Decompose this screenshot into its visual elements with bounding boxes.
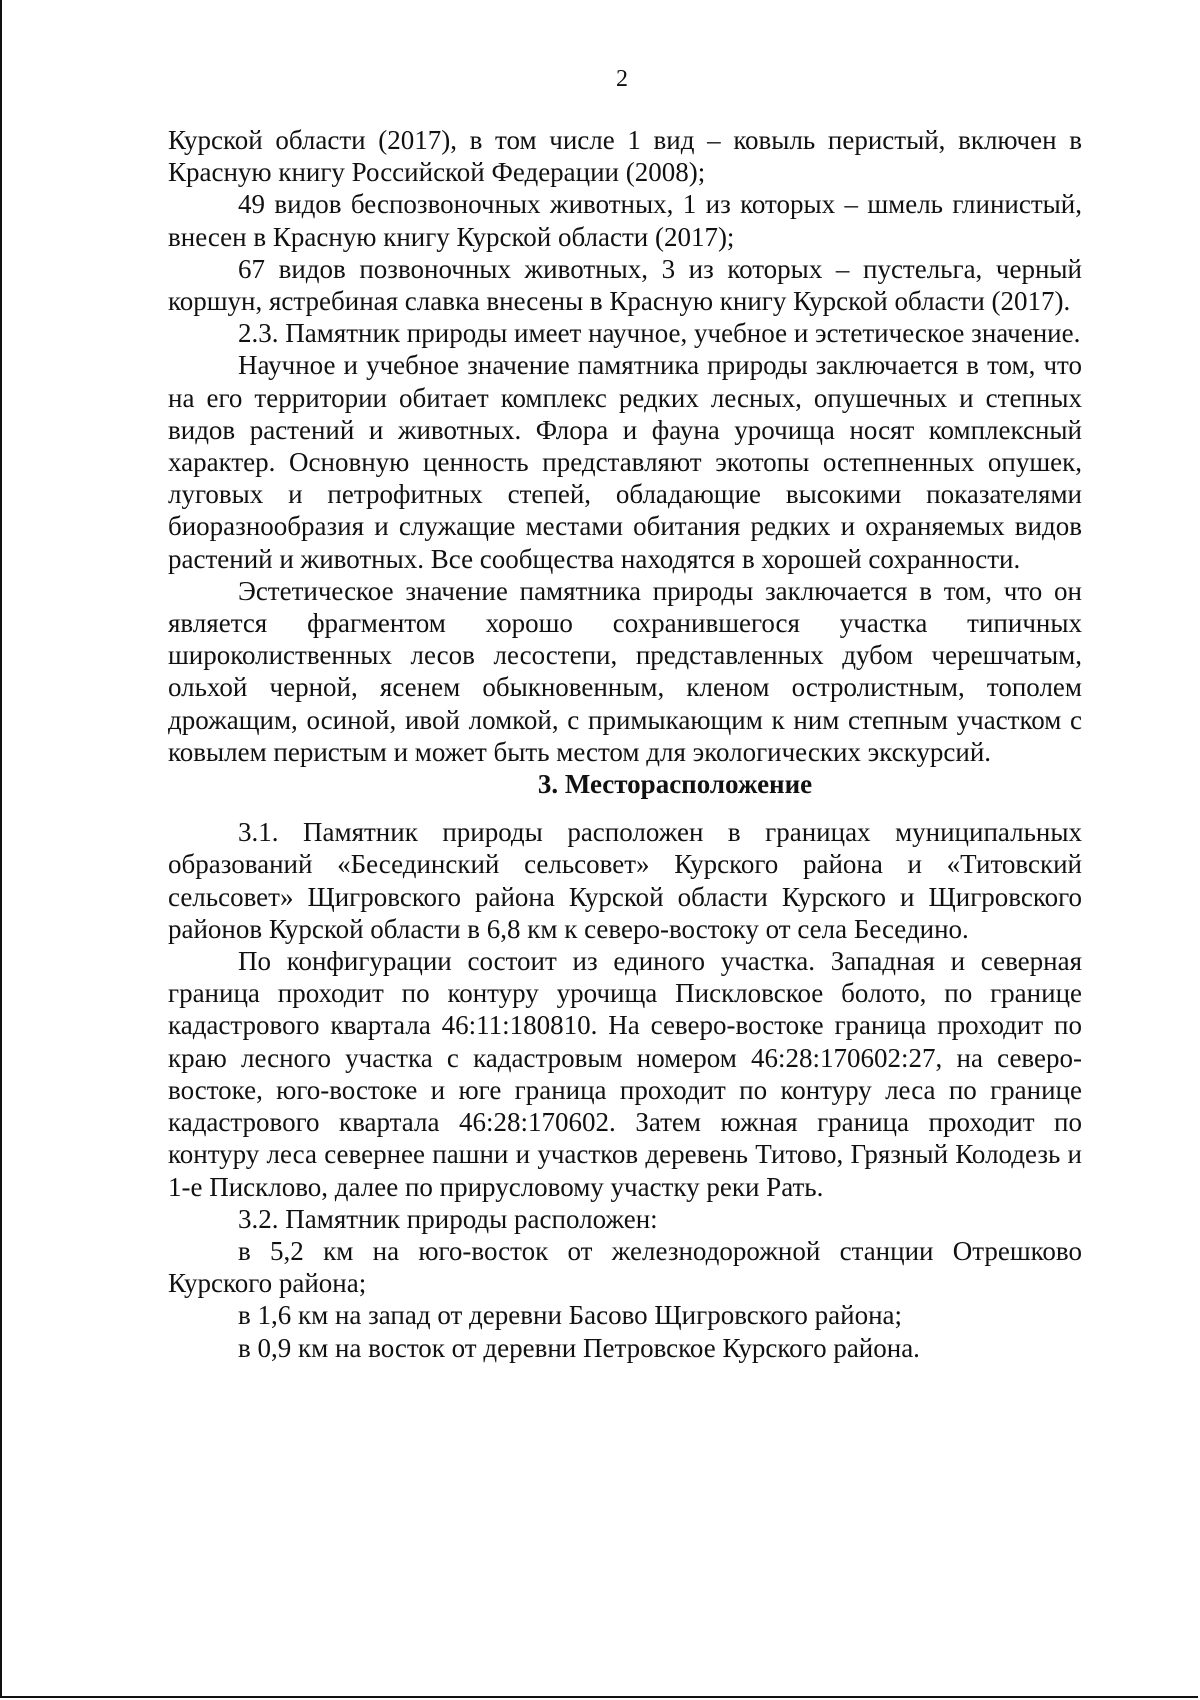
document-body	[168, 124, 1082, 1364]
spacer	[168, 800, 1082, 816]
paragraph-aesthetic-value: Эстетическое значение памятника природы заключается в том, что он является фрагментом хорошо сохранившегося участка типичных широколиственных лесов лесостепи, представленных дубом черешчатым, ольхой черной, ясенем обыкновенным, кленом остролистным, тополем дрожащим, осиной, ивой ломкой, с примыкающим к ним степным участком с ковылем перистым и может быть местом для экологических экскурсий.	[168, 575, 1082, 767]
paragraph-location-petrovskoe: в 0,9 км на восток от деревни Петровское Курского района.	[238, 1332, 920, 1363]
paragraph-continuation: Курской области (2017), в том числе 1 вид – ковыль перистый, включен в Красную книгу Российской Федерации (2008);	[168, 125, 1082, 188]
paragraph-invertebrates: 49 видов беспозвоночных животных, 1 из которых – шмель глинистый, внесен в Красную книгу Курской области (2017);	[168, 189, 1082, 252]
paragraph-vertebrates: 67 видов позвоночных животных, 3 из которых – пустельга, черный коршун, ястребиная славка внесены в Красную книгу Курской области (2017).	[168, 253, 1082, 317]
paragraph-significance: 2.3. Памятник природы имеет научное, учебное и эстетическое значение.	[238, 318, 1081, 349]
page-number: 2	[616, 66, 628, 92]
paragraph-scientific-value: Научное и учебное значение памятника природы заключается в том, что на его территории обитает комплекс редких лесных, опушечных и степных видов растений и животных. Флора и фауна урочища носят комплексный характер. Основную ценность представляют экотопы остепненных опушек, луговых и петрофитных степей, обладающие высокими показателями биоразнообразия и служащие местами обитания редких и охраняемых видов растений и животных. Все сообщества находятся в хорошей сохранности.	[168, 350, 1082, 574]
paragraph-located-intro: 3.2. Памятник природы расположен:	[238, 1203, 658, 1234]
section-heading-location: 3. Месторасположение	[537, 769, 813, 800]
paragraph-boundaries: 3.1. Памятник природы расположен в границах муниципальных образований «Бесединский сельсовет» Курского района и «Титовский сельсовет» Щигровского района Курской области Курского и Щигровского районов Курской области в 6,8 км к северо-востоку от села Беседино.	[168, 817, 1082, 944]
paragraph-location-basovo: в 1,6 км на запад от деревни Басово Щигровского района;	[238, 1300, 903, 1331]
paragraph-configuration: По конфигурации состоит из единого участка. Западная и северная граница проходит по контуру урочища Пискловское болото, по границе кадастрового квартала 46:11:180810. На северо-востоке граница проходит по краю лесного участка с кадастровым номером 46:28:170602:27, на северо-востоке, юго-востоке и юге граница проходит по контуру леса по границе кадастрового квартала 46:28:170602. Затем южная граница проходит по контуру леса севернее пашни и участков деревень Титово, Грязный Колодезь и 1-е Писклово, далее по прирусловому участку реки Рать.	[168, 946, 1082, 1202]
paragraph-location-station: в 5,2 км на юго-восток от железнодорожной станции Отрешково Курского района;	[168, 1235, 1082, 1299]
